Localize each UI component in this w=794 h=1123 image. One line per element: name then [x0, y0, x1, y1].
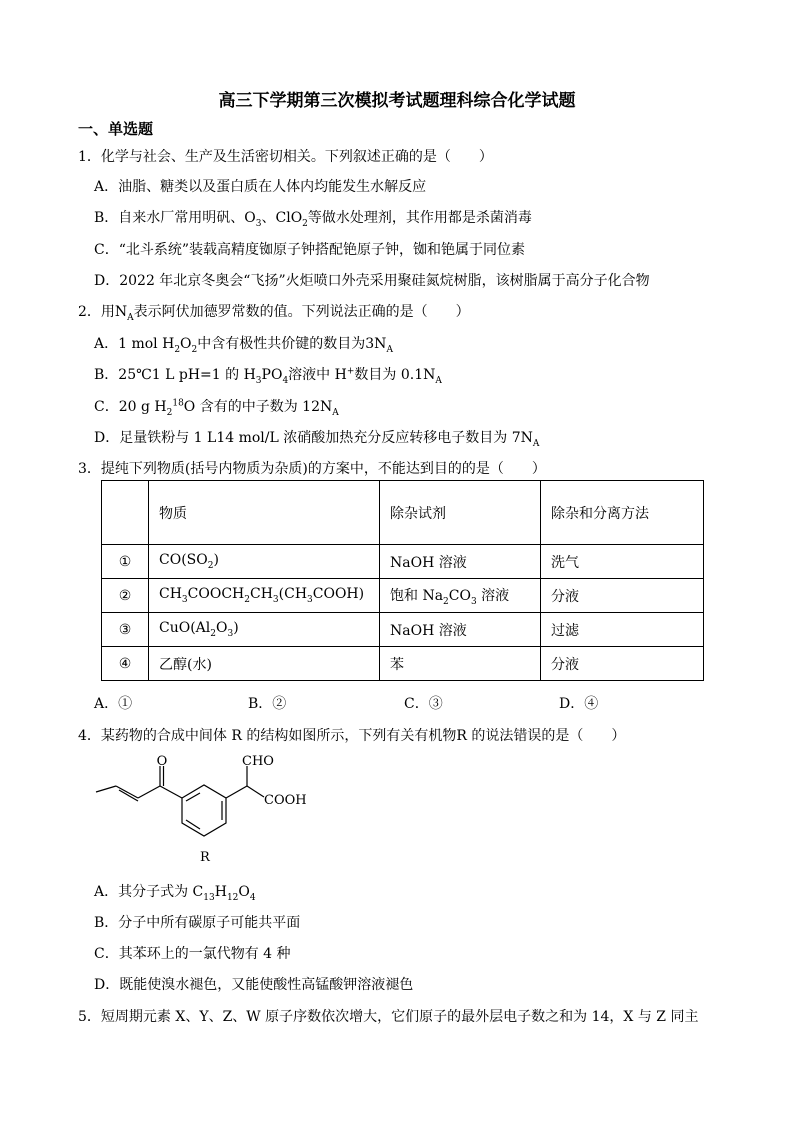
q3-choice-d: D．④ [559, 696, 599, 712]
table-row [102, 579, 704, 613]
q2-option-a: A．1 mol $H_2O_2$中含有极性共价键的数目为$3N_A$ [94, 336, 393, 355]
reagent-cell: NaOH 溶液 [380, 613, 541, 647]
substance-cell: 乙醇(水) [149, 647, 380, 681]
row-number: ① [102, 545, 149, 579]
question-3-stem: 3．提纯下列物质(括号内物质为杂质)的方案中，不能达到目的的是（ ） [78, 461, 546, 477]
method-cell: 洗气 [541, 545, 704, 579]
q1-option-b: B．自来水厂常用明矾、$O_3$、ClO$_2$等做水处理剂，其作用都是杀菌消毒 [94, 210, 532, 229]
q3-choice-b: B．② [248, 696, 287, 712]
q1-option-d: D．2022 年北京冬奥会“飞扬”火炬喷口外壳采用聚硅氮烷树脂，该树脂属于高分子化合物 [94, 273, 650, 289]
reagent-cell: 饱和 $Na_2CO_3$ 溶液 [380, 579, 541, 613]
substance-cell: $CuO(Al_2O_3)$ [149, 613, 380, 647]
q1-option-c: C．“北斗系统”装载高精度铷原子钟搭配铯原子钟，铷和铯属于同位素 [94, 242, 526, 258]
table-row [102, 613, 704, 647]
q4-option-b: B．分子中所有碳原子可能共平面 [94, 915, 301, 931]
q2-option-d: D．足量铁粉与 1 L14 mol/L 浓硝酸加热充分反应转移电子数目为 $7N_A$ [94, 430, 540, 449]
substance-cell: $CO(SO_2)$ [149, 545, 380, 579]
structure-r-label: R [200, 850, 210, 865]
method-cell: 过滤 [541, 613, 704, 647]
table-header-row [102, 481, 704, 545]
q2-option-b: B．25℃1 L pH=1 的 $H_3PO_4$溶液中 H+数目为 $0.1N_A$ [94, 366, 442, 386]
row-number: ② [102, 579, 149, 613]
structure-bonds [96, 766, 264, 836]
method-cell: 分液 [541, 579, 704, 613]
table-header-cell: 除杂试剂 [380, 481, 541, 545]
table-header-cell [102, 481, 149, 545]
row-number: ③ [102, 613, 149, 647]
q4-option-d: D．既能使溴水褪色，又能使酸性高锰酸钾溶液褪色 [94, 977, 414, 993]
table-row [102, 647, 704, 681]
structure-cho-label: CHO [242, 754, 274, 769]
structure-o-label: O [156, 754, 168, 769]
q2-option-c: C．20 g $H_2^{18}O$ 含有的中子数为 $12N_A$ [94, 398, 339, 418]
question-1-stem: 1．化学与社会、生产及生活密切相关。下列叙述正确的是（ ） [78, 149, 493, 165]
q4-option-a: A．其分子式为 $C_{13}H_{12}O_4$ [94, 884, 256, 903]
page-title: 高三下学期第三次模拟考试题理科综合化学试题 [218, 91, 576, 111]
reagent-cell: 苯 [380, 647, 541, 681]
table-header-cell: 除杂和分离方法 [541, 481, 704, 545]
q3-choice-c: C．③ [404, 696, 443, 712]
structure-r-diagram [90, 752, 330, 872]
question-4-stem: 4．某药物的合成中间体 R 的结构如图所示，下列有关有机物R 的说法错误的是（ ） [78, 728, 626, 744]
table-row [102, 545, 704, 579]
question-2-stem: 2．用$N_A$表示阿伏加德罗常数的值。下列说法正确的是（ ） [78, 304, 470, 323]
q1-option-a: A．油脂、糖类以及蛋白质在人体内均能发生水解反应 [94, 179, 427, 195]
purification-table [101, 480, 704, 681]
question-5-stem: 5．短周期元素 X、Y、Z、W 原子序数依次增大，它们原子的最外层电子数之和为 14，X 与 Z 同主 [78, 1009, 699, 1025]
reagent-cell: NaOH 溶液 [380, 545, 541, 579]
table-header-cell: 物质 [149, 481, 380, 545]
q3-choice-a: A．① [94, 696, 133, 712]
method-cell: 分液 [541, 647, 704, 681]
section-heading: 一、单选题 [78, 120, 154, 138]
q4-option-c: C．其苯环上的一氯代物有 4 种 [94, 946, 291, 962]
substance-cell: $CH_3COOCH_2CH_3(CH_3COOH)$ [149, 579, 380, 613]
row-number: ④ [102, 647, 149, 681]
structure-cooh-label: COOH [264, 793, 307, 808]
